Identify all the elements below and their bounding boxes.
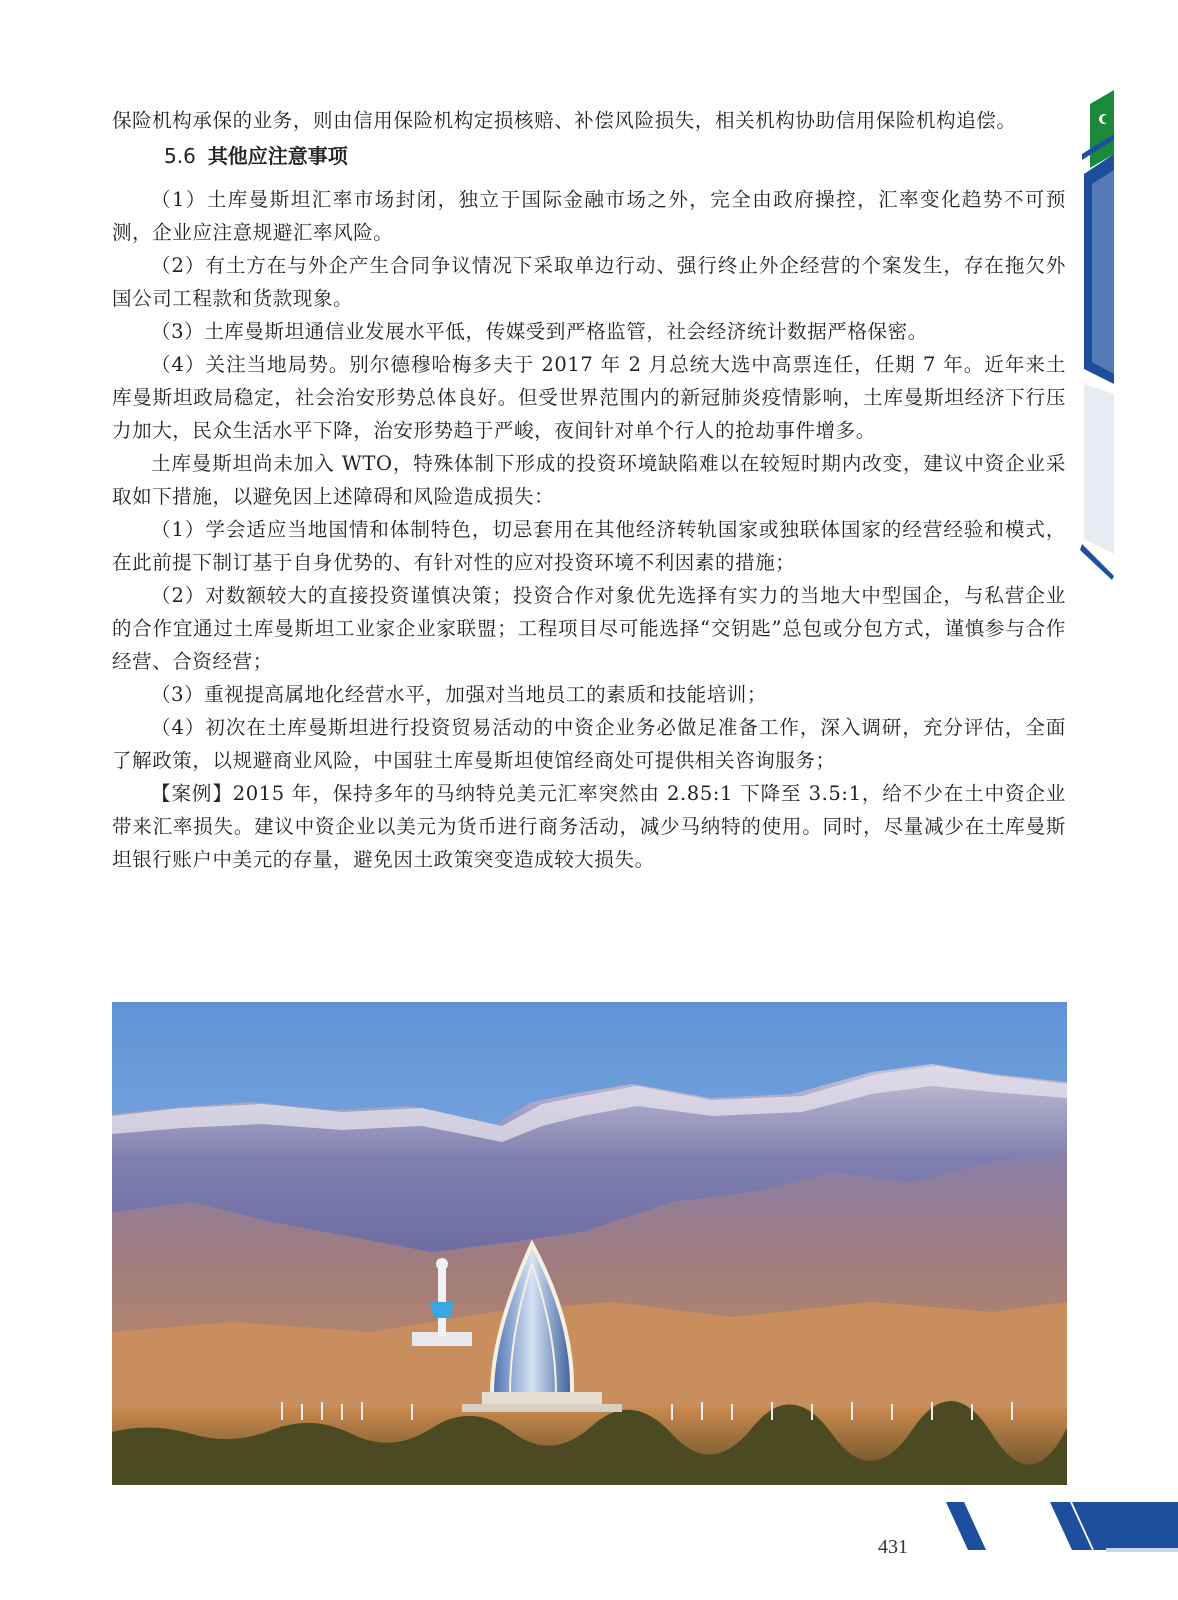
corner-decoration: [946, 1494, 1178, 1560]
landscape-photo: [112, 1002, 1067, 1485]
paragraph: （2）有土方在与外企产生合同争议情况下采取单边行动、强行终止外企经营的个案发生，存在拖欠外国公司工程款和货款现象。: [112, 254, 1066, 310]
section-heading: [112, 139, 1066, 173]
side-decoration: [1074, 84, 1178, 584]
section-title: 其他应注意事项: [207, 144, 348, 168]
paragraph: 土库曼斯坦尚未加入 WTO，特殊体制下形成的投资环境缺陷难以在较短时期内改变，建议中资企业采取如下措施，以避免因上述障碍和风险造成损失：: [112, 452, 1066, 508]
section-number: 5.6: [164, 144, 196, 168]
paragraph-continued: 保险机构承保的业务，则由信用保险机构定损核赔、补偿风险损失，相关机构协助信用保险机构追偿。: [112, 109, 1017, 132]
body-text: [112, 104, 1066, 876]
paragraph: （3）重视提高属地化经营水平，加强对当地员工的素质和技能培训；: [151, 683, 768, 706]
case-paragraph: 【案例】2015 年，保持多年的马纳特兑美元汇率突然由 2.85:1 下降至 3.5:1，给不少在土中资企业带来汇率损失。建议中资企业以美元为货币进行商务活动，减少马纳特的使用。同时，尽量减少在土库曼斯坦银行账户中美元的存量，避免因土政策突变造成较大损失。: [112, 782, 1066, 871]
paragraph: （3）土库曼斯坦通信业发展水平低，传媒受到严格监管，社会经济统计数据严格保密。: [151, 320, 928, 343]
paragraph: （2）对数额较大的直接投资谨慎决策；投资合作对象优先选择有实力的当地大中型国企，与私营企业的合作宜通过土库曼斯坦工业家企业家联盟；工程项目尽可能选择“交钥匙”总包或分包方式，谨慎参与合作经营、合资经营；: [112, 584, 1066, 673]
paragraph: （4）关注当地局势。别尔德穆哈梅多夫于 2017 年 2 月总统大选中高票连任，任期 7 年。近年来土库曼斯坦政局稳定，社会治安形势总体良好。但受世界范围内的新冠肺炎疫情影响，土库曼斯坦经济下行压力加大，民众生活水平下降，治安形势趋于严峻，夜间针对单个行人的抢劫事件增多。: [112, 353, 1066, 442]
page-number: 431: [878, 1536, 908, 1558]
paragraph: （4）初次在土库曼斯坦进行投资贸易活动的中资企业务必做足准备工作，深入调研，充分评估，全面了解政策，以规避商业风险，中国驻土库曼斯坦使馆经商处可提供相关咨询服务；: [112, 716, 1066, 772]
paragraph: （1）学会适应当地国情和体制特色，切忌套用在其他经济转轨国家或独联体国家的经营经验和模式，在此前提下制订基于自身优势的、有针对性的应对投资环境不利因素的措施；: [112, 518, 1066, 574]
paragraph: （1）土库曼斯坦汇率市场封闭，独立于国际金融市场之外，完全由政府操控，汇率变化趋势不可预测，企业应注意规避汇率风险。: [112, 188, 1066, 244]
